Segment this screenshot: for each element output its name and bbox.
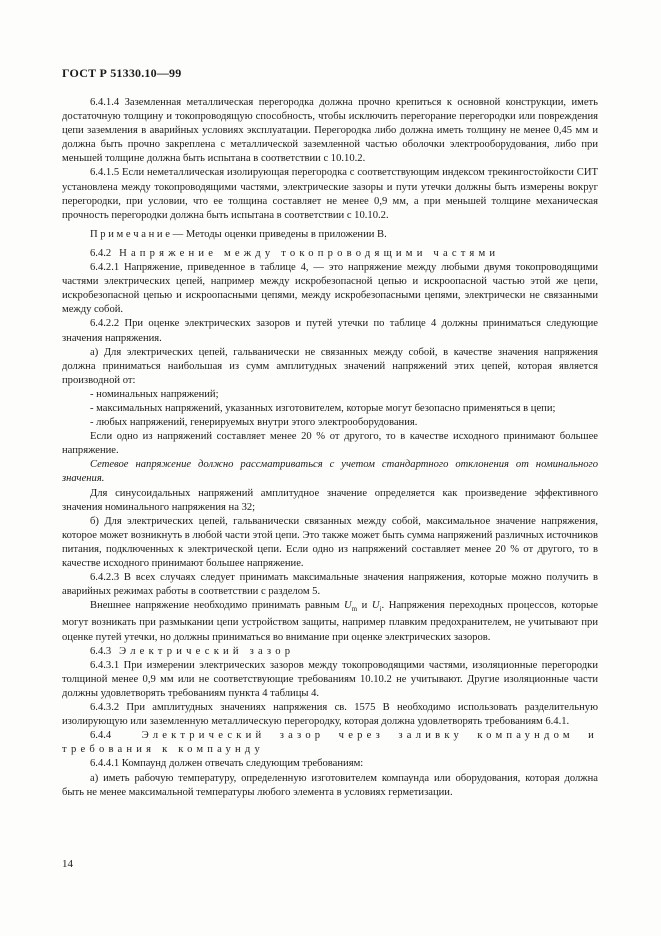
paragraph-6-4-2-3: 6.4.2.3 В всех случаях следует принимать максимальные значения напряжения, которые можно получить в аварийных режимах работы в соответствии с разделом 5. (62, 572, 598, 598)
page-header-title: ГОСТ Р 51330.10—99 (62, 66, 182, 80)
paragraph-6-4-4-1: 6.4.4.1 Компаунд должен отвечать следующим требованиям: (90, 758, 364, 770)
section-heading-6-4-2 (62, 247, 598, 261)
note-text: Методы оценки приведены в приложении В. (183, 228, 387, 240)
text-run: Внешнее напряжение необходимо принимать равным (90, 600, 344, 612)
paragraph-6-4-3-1: 6.4.3.1 При измерении электрических зазоров между токопроводящими частями, изоляционные перегородки толщиной менее 0,9 мм или не соответствующие требованиям 10.10.2 не учитывают. Другие изоляционные части должны удовлетворять требованиям пункта 4 таблицы 4. (62, 659, 598, 699)
paragraph-6-4-2-2-a: а) Для электрических цепей, гальванически не связанных между собой, в качестве значения напряжения должна приниматься наибольшая из сумм амплитудных значений напряжений этих цепей, которая является производной от: (62, 346, 598, 386)
note-label: П р и м е ч а н и е — (90, 228, 184, 240)
section-heading-6-4-4 (62, 729, 598, 757)
paragraph-6-4-2-1: 6.4.2.1 Напряжение, приведенное в таблице 4, — это напряжение между любыми двумя токопроводящими частями электрических цепей, например между искробезопасной цепью и искроопасной частью этой же цепи, искробезопасной цепью и искроопасными цепями, между искробезопасными цепями, электрически не связанными между собой. (62, 262, 598, 316)
paragraph-6-4-3-2: 6.4.3.2 При амплитудных значениях напряжения св. 1575 В необходимо использовать разделительную изолирующую или заземленную металлическую перегородку, которая должна удовлетворять требованиям 6.4.1. (62, 702, 598, 728)
paragraph-italic-mains: Сетевое напряжение должно рассматриваться с учетом стандартного отклонения от номинального значения. (62, 459, 598, 485)
note (62, 228, 598, 242)
list-item: - максимальных напряжений, указанных изготовителем, которые могут безопасно применяться в цепи; (90, 402, 556, 414)
paragraph-6-4-2-2-b: б) Для электрических цепей, гальванически связанных между собой, максимальное значение напряжения, которое может возникнуть в любой части этой цепи. Это также может быть сумма напряжений различных источников питания, подключенных к электрической цепи. Если одно из напряжений составляет менее 20 % от другого, то в качестве исходного принимают большее напряжение. (62, 515, 598, 569)
paragraph-twenty-percent: Если одно из напряжений составляет менее 20 % от другого, то в качестве исходного принимают большее напряжение. (62, 431, 598, 457)
section-title: Напряжение между токопроводящими частями (119, 247, 500, 259)
subscript-m: m (351, 605, 358, 614)
symbol-u: U (371, 600, 380, 612)
document-body (62, 96, 598, 800)
section-title: Электрический зазор через заливку компаундом и требования к компаунду (62, 730, 598, 756)
list-item: - любых напряжений, генерируемых внутри этого электрооборудования. (90, 417, 418, 429)
paragraph-6-4-1-4: 6.4.1.4 Заземленная металлическая перегородка должна прочно крепиться к основной конструкции, иметь достаточную толщину и токопроводящую способность, чтобы исключить перегорание перегородки или повреждения цепи заземления в аварийных условиях эксплуатации. Перегородка либо должна иметь толщину не менее 0,45 мм и должна быть прочно закреплена с металлической заземленной частью оболочки электрооборудования, либо при меньшей толщине должна быть испытана в соответствии с 10.10.2. (62, 97, 598, 165)
list-item: - номинальных напряжений; (90, 388, 219, 400)
text-run: и (357, 600, 372, 612)
section-number: 6.4.4 (90, 730, 112, 742)
section-title: Электрический зазор (119, 645, 295, 657)
symbol-u: U (344, 600, 352, 612)
subscript-i: i (379, 605, 382, 614)
paragraph-sinusoidal: Для синусоидальных напряжений амплитудное значение определяется как произведение эффективного значения номинального напряжения на 32; (62, 487, 598, 513)
paragraph-6-4-1-5: 6.4.1.5 Если неметаллическая изолирующая перегородка с соответствующим индексом трекингостойкости СИТ установлена между токопроводящими частями, электрические зазоры и пути утечки должны быть измерены вокруг перегородки, при условии, что ее толщина составляет не менее 0,9 мм, а при меньшей толщине механическая прочность перегородки должна быть испытана в соответствии с 10.10.2. (62, 167, 598, 221)
page-number: 14 (62, 858, 73, 870)
section-heading-6-4-3 (62, 645, 598, 659)
paragraph-6-4-4-1-a: а) иметь рабочую температуру, определенную изготовителем компаунда или оборудования, которая должна быть не менее максимальной температуры любого элемента в условиях герметизации. (62, 772, 598, 798)
section-number: 6.4.2 (90, 247, 112, 259)
paragraph-external-voltage (62, 599, 598, 644)
text-run: . Напряжения переходных процессов, которые могут возникать при размыкании цепи устройством защиты, например плавким предохранителем, не учитывают при оценке путей утечки, но должны приниматься во внимание при оценке электрических зазоров. (62, 600, 598, 643)
section-number: 6.4.3 (90, 645, 112, 657)
paragraph-6-4-2-2: 6.4.2.2 При оценке электрических зазоров и путей утечки по таблице 4 должны приниматься следующие значения напряжения. (62, 318, 598, 344)
